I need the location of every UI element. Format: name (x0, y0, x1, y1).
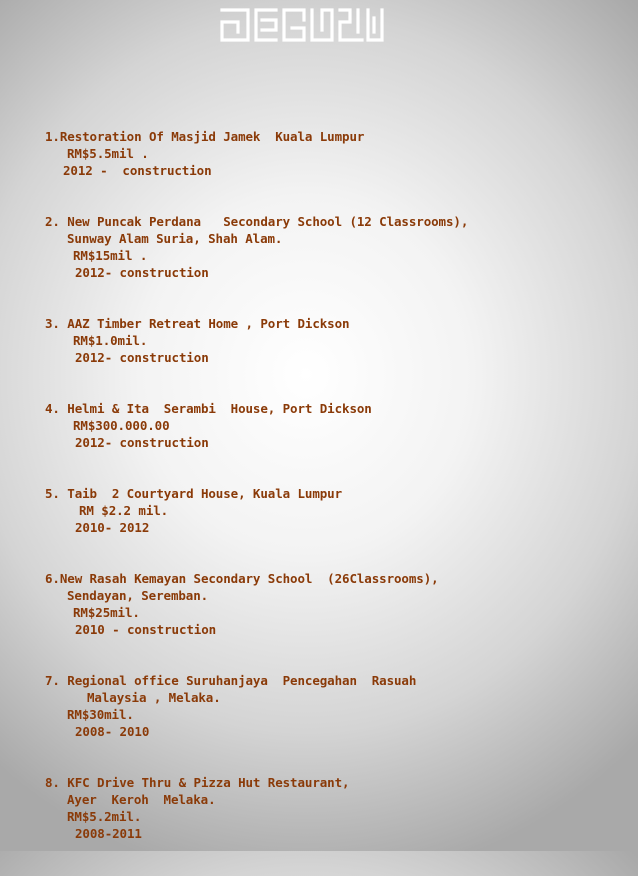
project-value: RM$15mil . (73, 248, 148, 263)
project-title: 4. Helmi & Ita Serambi House, Port Dickson (45, 401, 372, 416)
project-period: 2012- construction (75, 350, 209, 365)
project-value: RM$5.2mil. (67, 809, 142, 824)
project-item (45, 128, 625, 179)
project-item (45, 315, 625, 366)
project-list (45, 128, 625, 876)
project-title: 2. New Puncak Perdana Secondary School (12 Classrooms), (45, 214, 469, 229)
project-value: RM$1.0mil. (73, 333, 148, 348)
project-title: 8. KFC Drive Thru & Pizza Hut Restaurant, (45, 775, 350, 790)
project-period: 2008-2011 (75, 826, 142, 841)
project-item (45, 570, 625, 638)
project-item (45, 774, 625, 842)
project-value: RM$300.000.00 (73, 418, 170, 433)
project-period: 2010- 2012 (75, 520, 150, 535)
project-location: Sunway Alam Suria, Shah Alam. (67, 231, 283, 246)
project-title: 3. AAZ Timber Retreat Home , Port Dickson (45, 316, 350, 331)
project-item (45, 213, 625, 281)
project-value: RM $2.2 mil. (79, 503, 169, 518)
project-period: 2012- construction (75, 435, 209, 450)
project-title: 7. Regional office Suruhanjaya Pencegahan Rasuah (45, 673, 417, 688)
project-item (45, 672, 625, 740)
project-period: 2010 - construction (75, 622, 217, 637)
project-title: 1.Restoration Of Masjid Jamek Kuala Lumpur (45, 129, 365, 144)
project-period: 2008- 2010 (75, 724, 150, 739)
project-period: 2012- construction (75, 265, 209, 280)
project-location: Ayer Keroh Melaka. (67, 792, 216, 807)
project-item (45, 485, 625, 536)
kufic-logo-icon (218, 6, 386, 44)
project-value: RM$30mil. (67, 707, 134, 722)
project-value: RM$5.5mil . (67, 146, 149, 161)
project-location: Sendayan, Seremban. (67, 588, 209, 603)
project-value: RM$25mil. (73, 605, 140, 620)
project-title: 5. Taib 2 Courtyard House, Kuala Lumpur (45, 486, 343, 501)
project-title: 6.New Rasah Kemayan Secondary School (26Classrooms), (45, 571, 439, 586)
project-item (45, 400, 625, 451)
project-period: 2012 - construction (63, 163, 212, 178)
project-location: Malaysia , Melaka. (87, 690, 221, 705)
